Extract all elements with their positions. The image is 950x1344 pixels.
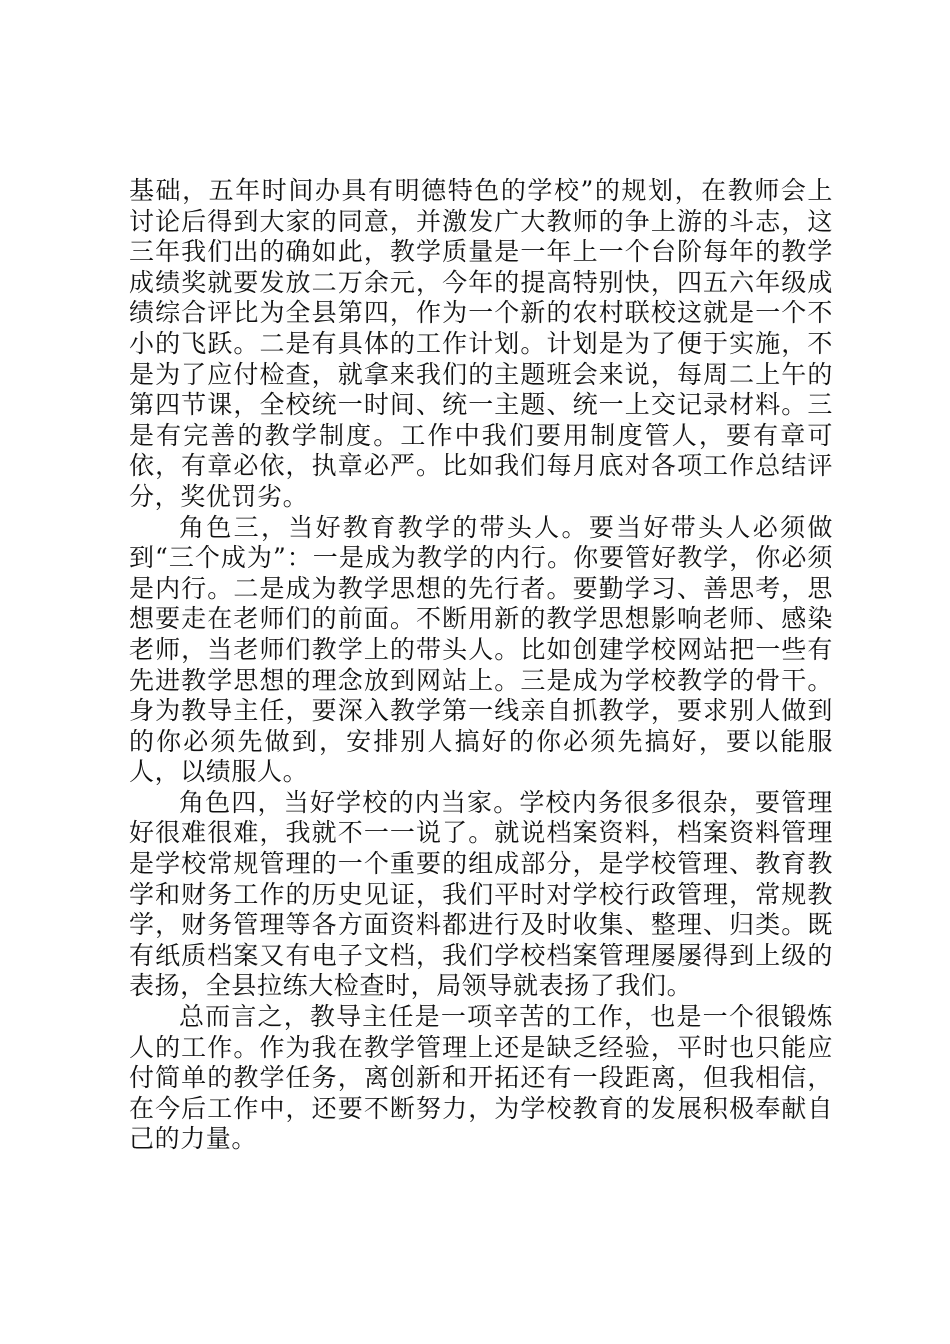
paragraph-4: 总而言之，教导主任是一项辛苦的工作，也是一个很锻炼人的工作。作为我在教学管理上还是缺乏经验，平时也只能应付简单的教学任务，离创新和开拓还有一段距离，但我相信，在今后工作中，还要不断努力，为学校教育的发展积极奉献自己的力量。 (129, 1002, 833, 1154)
paragraph-1: 基础，五年时间办具有明德特色的学校”的规划，在教师会上讨论后得到大家的同意，并激发广大教师的争上游的斗志，这三年我们出的确如此，教学质量是一年上一个台阶每年的教学成绩奖就要发放二万余元，今年的提高特别快，四五六年级成绩综合评比为全县第四，作为一个新的农村联校这就是一个不小的飞跃。二是有具体的工作计划。计划是为了便于实施，不是为了应付检查，就拿来我们的主题班会来说，每周二上午的第四节课，全校统一时间、统一主题、统一上交记录材料。三是有完善的教学制度。工作中我们要用制度管人，要有章可依，有章必依，执章必严。比如我们每月底对各项工作总结评分，奖优罚劣。 (129, 176, 833, 511)
document-body (129, 176, 833, 1155)
paragraph-2: 角色三，当好教育教学的带头人。要当好带头人必须做到“三个成为”：一是成为教学的内行。你要管好教学，你必须是内行。二是成为教学思想的先行者。要勤学习、善思考，思想要走在老师们的前面。不断用新的教学思想影响老师、感染老师，当老师们教学上的带头人。比如创建学校网站把一些有先进教学思想的理念放到网站上。三是成为学校教学的骨干。身为教导主任，要深入教学第一线亲自抓教学，要求别人做到的你必须先做到，安排别人搞好的你必须先搞好，要以能服人，以绩服人。 (129, 512, 833, 787)
paragraph-3: 角色四，当好学校的内当家。学校内务很多很杂，要管理好很难很难，我就不一一说了。就说档案资料，档案资料管理是学校常规管理的一个重要的组成部分，是学校管理、教育教学和财务工作的历史见证，我们平时对学校行政管理，常规教学，财务管理等各方面资料都进行及时收集、整理、归类。既有纸质档案又有电子文档，我们学校档案管理屡屡得到上级的表扬，全县拉练大检查时，局领导就表扬了我们。 (129, 787, 833, 1001)
